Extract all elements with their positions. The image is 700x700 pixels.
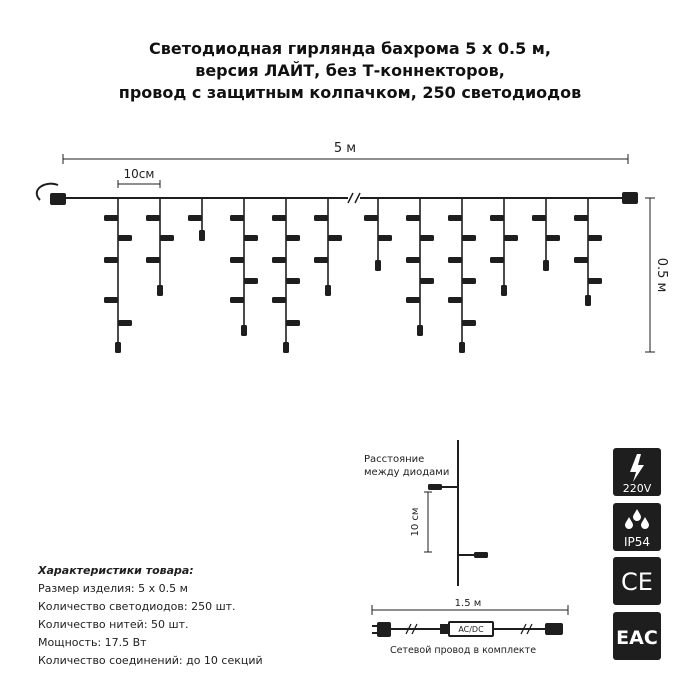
cable-caption: Сетевой провод в комплекте (389, 645, 537, 656)
detail-led-top (428, 484, 442, 490)
eac-mark: EAC (616, 627, 658, 649)
spec-size: Размер изделия: 5 х 0.5 м (38, 582, 188, 595)
power-plug-icon (372, 622, 391, 637)
spec-connections: Количество соединений: до 10 секций (38, 654, 263, 667)
voltage-badge (613, 448, 661, 496)
detail-led-bottom (474, 552, 488, 558)
detail-caption-line-1: Расстояние (364, 454, 425, 465)
spec-power: Мощность: 17.5 Вт (38, 636, 147, 649)
detail-caption-line-2: между диодами (364, 467, 450, 478)
eac-badge (613, 612, 661, 660)
ce-badge (613, 557, 661, 605)
cable-output-connector (545, 623, 563, 635)
water-drops-icon (625, 509, 649, 529)
specs-heading: Характеристики товара: (38, 564, 194, 577)
ce-mark: CE (621, 568, 653, 596)
adapter-label: AC/DC (458, 625, 484, 634)
height-label: 0.5 м (654, 257, 669, 293)
detail-spacing-dimension (424, 492, 432, 552)
voltage-label: 220V (622, 482, 652, 495)
title-line-3: провод с защитным колпачком, 250 светодиодов (118, 83, 582, 102)
ip-label: IP54 (623, 535, 651, 549)
lightning-icon (630, 454, 644, 482)
spacing-label: 10см (123, 167, 155, 181)
width-label: 5 м (333, 141, 357, 156)
cable-length-label: 1.5 м (454, 598, 482, 609)
spec-led-count: Количество светодиодов: 250 шт. (38, 600, 236, 613)
spec-strand-count: Количество нитей: 50 шт. (38, 618, 189, 631)
product-specs (38, 562, 263, 670)
title-line-2: версия ЛАЙТ, без Т-коннекторов, (195, 61, 505, 80)
detail-spacing-label: 10 см (410, 507, 421, 537)
ip-badge (613, 503, 661, 551)
title-line-1: Светодиодная гирлянда бахрома 5 х 0.5 м, (149, 39, 551, 58)
